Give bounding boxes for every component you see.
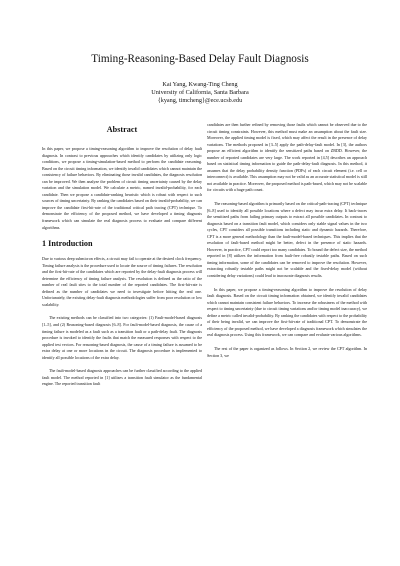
body-paragraph: candidates are then further refined by removing those faults which cannot be observed due to the circuit timing constraints. However, this method must make an assumption about the fault size. Moreover, the applied timing model is fixed, which may affect the result in the presence of delay variations. The methods proposed in [3–5] apply the path-delay-fault model. In [3], the authors propose an efficient algorithm to identify the sensitized paths based on ZBDD. However, the number of reported candidates are very large. The work reported in [4,5] describes an approach based on statistical timing information to guide the path-delay-fault diagnosis. In this method, it assumes that the delay probability density function (PDFs) of each circuit element (i.e. cell or interconnect) is available. This assumption may not be valid as an accurate statistical model is still not available in practice. Moreover, the proposed method is path-based, which may not be scalable for circuits with a huge path count. [207, 122, 367, 193]
body-paragraph: The rest of the paper is organized as follows. In Section 2, we review the CPT algorithm. In Section 3, we [207, 345, 367, 358]
left-column [42, 122, 202, 392]
right-column [207, 122, 367, 363]
abstract-text: In this paper, we propose a timing-reasoning algorithm to improve the resolution of delay fault diagnosis. In contrast to previous approaches which identify candidates by utilizing only logic conditions, we propose a timing-simulation-based method to perform the candidate reasoning. Based on the circuit timing information, we identify invalid candidates which cannot maintain the consistency of failure behaviors. By eliminating those invalid candidates, the diagnosis resolution can be improved. We then analyze the problem of circuit timing uncertainty caused by the delay variation and the simulation model. We calculate a metric, named invalid-probability, for each candidate. Then we propose a candidate-ranking heuristic which is robust with respect to such sources of timing uncertainty. By ranking the candidates based on their invalid-probability, we can improve the candidate first-hit-rate of the traditional critical path tracing (CPT) technique. To demonstrate the efficiency of the proposed method, we have developed a timing diagnosis framework which can simulate the real diagnosis process to evaluate and compare different algorithms. [42, 146, 202, 230]
intro-paragraph: The fault-model-based diagnosis approaches can be further classified according to the applied fault model. The method reported in [1] utilizes a transition fault simulator as the fundamental engine. The reported transition fault [42, 368, 202, 387]
author-affiliation: University of California, Santa Barbara [151, 89, 249, 96]
intro-paragraph: The existing methods can be classified into two categories: (1) Fault-model-based diagnosis [1–5], and (2) Reasoning-based diagnosis [6–8]. For fault-model-based diagnosis, the cause of a timing failure is modeled as a fault such as a transition fault or a path-delay fault. The diagnosis procedure is invoked to identify the faults that match the measured responses with respect to the applied test vectors. For reasoning-based diagnosis, the cause of a timing failure is assumed to be extra delay at one or more locations in the circuit. The diagnosis procedure is implemented to identify all possible locations of the extra delay. [42, 315, 202, 360]
abstract-heading: Abstract [106, 125, 138, 134]
body-paragraph: The reasoning-based algorithm is primarily based on the critical-path-tracing (CPT) technique [6–8] used to identify all possible locations where a defect may incur extra delay. It back-traces the sensitized paths from failing primary outputs to extract all possible candidates. In contrast to diagnosis based on a transition fault model, which considers only stable signal values in the two cycles, CPT considers all possible transitions including static and dynamic hazards. Therefore, CPT is a more general methodology than the fault-model-based techniques. This implies that the resolution of fault-based method might be better, defect in the presence of static hazards. However, in practice, CPT could report too many candidates. To bound the defect size, the method reported in [8] utilizes the information from fault-free robustly testable paths. Based on such timing information, some of the candidates can be removed to improve the resolution. However, extracting robustly testable paths might not be scalable and the fixed-delay model (without considering delay variations) could lead to inaccurate diagnosis results. [207, 201, 367, 279]
section-heading-introduction: 1 Introduction [42, 239, 93, 249]
paper-title: Timing-Reasoning-Based Delay Fault Diagnosis [91, 53, 309, 65]
author-block [20, 81, 380, 105]
author-email: {kyang, timcheng}@ece.ucsb.edu [157, 97, 243, 104]
author-names: Kai Yang, Kwang-Ting Cheng [162, 81, 238, 88]
intro-paragraph: Due to various deep submicron effects, a circuit may fail to operate at the desired clock frequency. Timing failure analysis is the procedure used to locate the source of timing failures. The resolution and the first-hit-rate of the candidates which are reported by the delay-fault diagnosis process will determine the efficiency of timing failure analysis. The resolution is defined as the ratio of the number of real fault sites to the total number of the reported candidates. The first-hit-rate is defined as the number of candidates we need to investigate before hitting the real one. Unfortunately, the existing delay-fault diagnosis methodologies suffer from poor resolution or low scalability. [42, 256, 202, 307]
body-paragraph: In this paper, we propose a timing-reasoning algorithm to improve the resolution of delay fault diagnosis. Based on the circuit timing information obtained, we identify invalid candidates which cannot maintain consistent failure behaviors. To increase the robustness of the method with respect to timing uncertainty (due to circuit timing variations and/or timing model inaccuracy), we define a metric called invalid-probability. By ranking the candidates with respect to the probability of their being invalid, we can improve the first-hit-rate of traditional CPT. To demonstrate the efficiency of the proposed method, we have developed a diagnosis framework which simulates the real diagnosis process. Using this framework, we can compare and evaluate various algorithms. [207, 286, 367, 338]
